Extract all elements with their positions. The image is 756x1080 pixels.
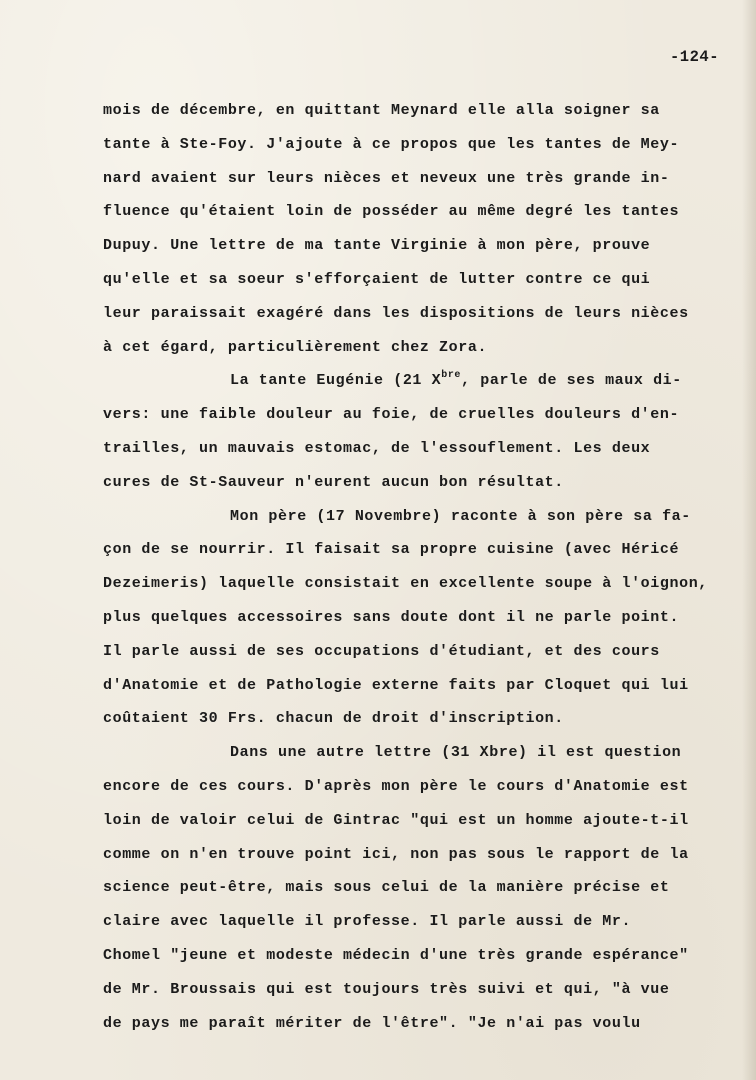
text-line: [103, 195, 723, 229]
typed-text-body: [103, 94, 723, 1040]
text-line: [103, 94, 723, 128]
superscript-abbreviation: bre: [441, 370, 462, 382]
text-line: [103, 939, 723, 973]
text-line: [103, 838, 723, 872]
text-line-content: cures de St-Sauveur n'eurent aucun bon résultat.: [103, 473, 564, 491]
text-line-content: Dezeimeris) laquelle consistait en excellente soupe à l'oignon,: [103, 575, 708, 593]
text-line-content: Mon père (17 Novembre) raconte à son père sa fa-: [230, 507, 691, 525]
text-line-content: fluence qu'étaient loin de posséder au même degré les tantes: [103, 203, 680, 221]
text-line: [103, 669, 723, 703]
text-line-content: coûtaient 30 Frs. chacun de droit d'inscription.: [103, 710, 564, 728]
text-line: [103, 635, 723, 669]
text-line-continuation: , parle de ses maux di-: [461, 372, 682, 390]
text-line: [103, 533, 723, 567]
text-line: [103, 500, 723, 534]
text-line-content: comme on n'en trouve point ici, non pas sous le rapport de la: [103, 845, 689, 863]
page-edge-shadow: [742, 0, 756, 1080]
text-line-content: leur paraissait exagéré dans les dispositions de leurs nièces: [103, 304, 689, 322]
text-line-content: çon de se nourrir. Il faisait sa propre cuisine (avec Héricé: [103, 541, 680, 559]
text-line-content: à cet égard, particulièrement chez Zora.: [103, 338, 488, 356]
page-number: -124-: [670, 48, 720, 66]
text-line-content: qu'elle et sa soeur s'efforçaient de lutter contre ce qui: [103, 270, 651, 288]
text-line: [103, 331, 723, 365]
text-line: [103, 1007, 723, 1041]
text-line: [103, 601, 723, 635]
paragraph: [103, 364, 723, 499]
text-line-content: trailles, un mauvais estomac, de l'essouflement. Les deux: [103, 439, 651, 457]
text-line-content: claire avec laquelle il professe. Il parle aussi de Mr.: [103, 913, 632, 931]
text-line-content: de Mr. Broussais qui est toujours très suivi et qui, "à vue: [103, 980, 670, 998]
text-line: [103, 297, 723, 331]
text-line-content: plus quelques accessoires sans doute dont il ne parle point.: [103, 608, 680, 626]
text-line: [103, 128, 723, 162]
text-line-content: Chomel "jeune et modeste médecin d'une très grande espérance": [103, 946, 689, 964]
text-line-content: La tante Eugénie (21 X: [230, 372, 442, 390]
text-line-content: vers: une faible douleur au foie, de cruelles douleurs d'en-: [103, 406, 680, 424]
text-line: [103, 736, 723, 770]
paragraph: [103, 736, 723, 1040]
text-line: [103, 871, 723, 905]
text-line-content: tante à Ste-Foy. J'ajoute à ce propos que les tantes de Mey-: [103, 135, 680, 153]
text-line: [103, 162, 723, 196]
text-line-content: nard avaient sur leurs nièces et neveux une très grande in-: [103, 169, 670, 187]
text-line: [103, 770, 723, 804]
text-line-content: encore de ces cours. D'après mon père le cours d'Anatomie est: [103, 777, 689, 795]
paragraph: [103, 94, 723, 364]
text-line: [103, 973, 723, 1007]
text-line: [103, 567, 723, 601]
text-line: [103, 466, 723, 500]
text-line: [103, 229, 723, 263]
text-line: [103, 432, 723, 466]
text-line: [103, 364, 723, 398]
text-line-content: mois de décembre, en quittant Meynard elle alla soigner sa: [103, 102, 660, 119]
paragraph: [103, 500, 723, 737]
text-line: [103, 702, 723, 736]
text-line-content: Dupuy. Une lettre de ma tante Virginie à mon père, prouve: [103, 237, 651, 255]
text-line-content: loin de valoir celui de Gintrac "qui est un homme ajoute-t-il: [103, 811, 689, 829]
text-line-content: Dans une autre lettre (31 Xbre) il est question: [230, 744, 682, 762]
text-line-content: science peut-être, mais sous celui de la manière précise et: [103, 879, 670, 897]
text-line: [103, 804, 723, 838]
text-line-content: Il parle aussi de ses occupations d'étudiant, et des cours: [103, 642, 660, 660]
text-line: [103, 263, 723, 297]
text-line-content: de pays me paraît mériter de l'être". "Je n'ai pas voulu: [103, 1014, 641, 1032]
text-line-content: d'Anatomie et de Pathologie externe faits par Cloquet qui lui: [103, 676, 689, 694]
text-line: [103, 905, 723, 939]
text-line: [103, 398, 723, 432]
